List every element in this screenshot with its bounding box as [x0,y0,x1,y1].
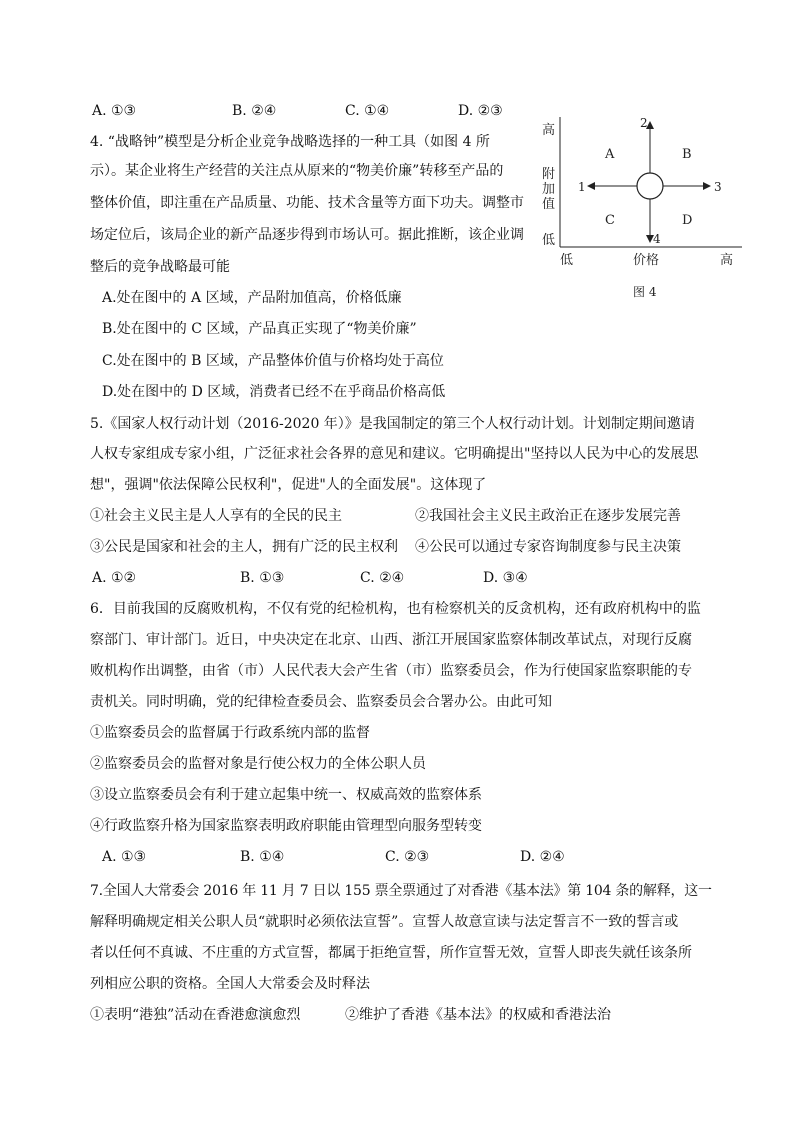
region-a: A [605,147,615,162]
region-b: B [682,147,692,162]
q7-stem-line-2: 解释明确规定相关公职人员“就职时必须依法宣誓”。宣誓人故意宣读与法定誓言不一致的誓言或 [90,914,679,930]
q7-statement-2: ②维护了香港《基本法》的权威和香港法治 [345,1007,611,1023]
arrow-label-3: 3 [714,180,722,194]
q5-statement-3: ③公民是国家和社会的主人，拥有广泛的民主权利 [90,539,398,555]
q4-option-d: D.处在图中的 D 区域，消费者已经不在乎商品价格高低 [102,384,446,400]
q6-statement-2: ②监察委员会的监督对象是行使公权力的全体公职人员 [90,756,426,772]
q5-option-c: C. ②④ [360,570,405,586]
q5-statement-4: ④公民可以通过专家咨询制度参与民主决策 [415,539,681,555]
y-axis-low: 低 [542,233,556,248]
q6-option-b: B. ①④ [240,849,285,865]
x-axis-high: 高 [720,253,734,268]
q4-option-b: B.处在图中的 C 区域，产品真正实现了“物美价廉” [102,321,417,337]
q7-statement-1: ①表明“港独”活动在香港愈演愈烈 [90,1007,301,1023]
q7-stem-line-3: 者以任何不真诚、不庄重的方式宣誓，都属于拒绝宣誓，所作宣誓无效，宣誓人即丧失就任该条所 [90,945,692,961]
q6-statement-1: ①监察委员会的监督属于行政系统内部的监督 [90,725,370,741]
q4-stem-line-4: 场定位后，该局企业的新产品逐步得到市场认可。据此推断，该企业调 [90,227,524,243]
arrow-label-1: 1 [578,180,586,194]
q5-statement-1: ①社会主义民主是人人享有的全民的民主 [90,508,342,524]
q5-stem-line-2: 人权专家组成专家小组，广泛征求社会各界的意见和建议。它明确提出"坚持以人民为中心的发展思 [90,446,699,462]
q6-statement-3: ③设立监察委员会有利于建立起集中统一、权威高效的监察体系 [90,787,482,803]
q3-option-c: C. ①④ [345,103,390,119]
q6-option-a: A. ①③ [102,849,147,865]
q6-option-c: C. ②③ [385,849,430,865]
arrow-label-4: 4 [653,232,661,246]
q6-stem-line-2: 察部门、审计部门。近日，中央决定在北京、山西、浙江开展国家监察体制改革试点，对现行反腐 [90,632,692,648]
q4-option-c: C.处在图中的 B 区域，产品整体价值与价格均处于高位 [102,353,444,369]
x-axis-label: 价格 [633,253,660,268]
q4-stem-line-3: 整体价值，即注重在产品质量、功能、技术含量等方面下功夫。调整市 [90,195,524,211]
q6-stem-line-3: 败机构作出调整，由省（市）人民代表大会产生省（市）监察委员会，作为行使国家监察职能的专 [90,663,692,679]
q3-option-a: A. ①③ [92,103,137,119]
region-d: D [682,213,693,228]
q4-stem-line-2: 示）。某企业将生产经营的关注点从原来的“物美价廉”转移至产品的 [90,163,504,179]
q4-option-a: A.处在图中的 A 区域，产品附加值高，价格低廉 [102,290,402,306]
q7-stem-line-1: 7.全国人大常委会 2016 年 11 月 7 日以 155 票全票通过了对香港《基本法》第 104 条的解释，这一 [90,883,712,899]
q3-option-d: D. ②③ [458,103,503,119]
x-axis-low: 低 [560,253,574,268]
strategy-clock-figure [536,112,746,302]
q4-stem-line-5: 整后的竞争战略最可能 [90,259,230,275]
q6-stem-line-4: 责机关。同时明确，党的纪律检查委员会、监察委员会合署办公。由此可知 [90,694,552,710]
q4-stem-line-1: 4. “战略钟”模型是分析企业竞争战略选择的一种工具（如图 4 所 [90,134,490,150]
y-axis-label-1: 附 [542,167,556,182]
y-axis-label-2: 加 [542,182,556,197]
q6-option-d: D. ②④ [520,849,565,865]
q7-stem-line-4: 列相应公职的资格。全国人大常委会及时释法 [90,976,370,992]
q5-option-a: A. ①② [92,570,137,586]
q5-option-b: B. ①③ [240,570,285,586]
q5-stem-line-3: 想"，强调"依法保障公民权利"，促进"人的全面发展"。这体现了 [90,477,487,493]
center-circle [637,173,663,199]
y-axis-high: 高 [542,123,556,138]
q6-stem-line-1: 6．目前我国的反腐败机构，不仅有党的纪检机构，也有检察机关的反贪机构，还有政府机构中的监 [90,601,701,617]
q5-statement-2: ②我国社会主义民主政治正在逐步发展完善 [415,508,681,524]
figure-caption: 图 4 [633,285,657,299]
q5-stem-line-1: 5.《国家人权行动计划（2016-2020 年）》是我国制定的第三个人权行动计划。计划制定期间邀请 [90,416,695,432]
q6-statement-4: ④行政监察升格为国家监察表明政府职能由管理型向服务型转变 [90,818,482,834]
arrow-label-2: 2 [640,116,648,130]
strategy-clock-svg [536,112,746,302]
q3-option-b: B. ②④ [232,103,277,119]
q5-option-d: D. ③④ [483,570,528,586]
region-c: C [605,213,615,228]
y-axis-label-3: 值 [542,197,556,212]
